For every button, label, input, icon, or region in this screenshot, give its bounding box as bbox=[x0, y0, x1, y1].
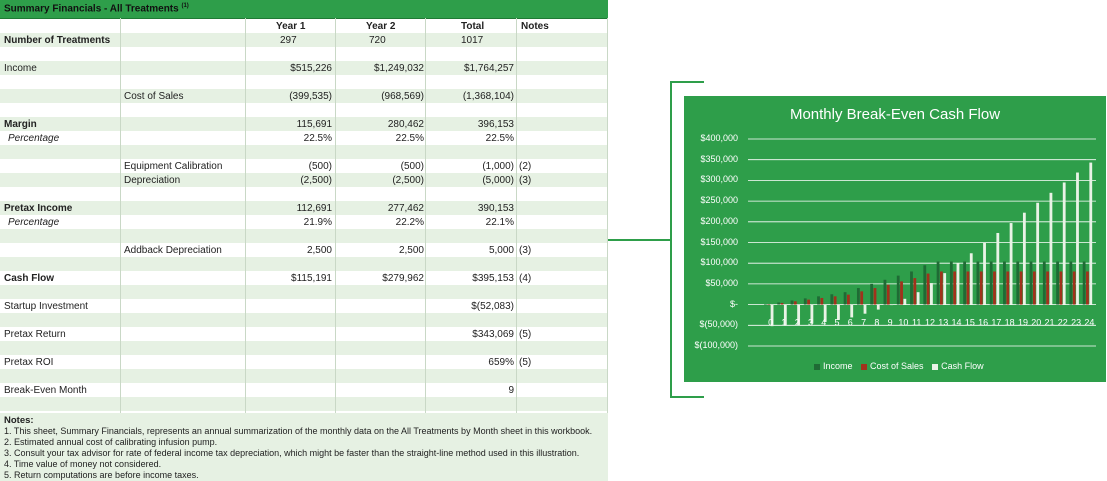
cell-note: (5) bbox=[519, 357, 532, 368]
chart-plot bbox=[684, 96, 1106, 382]
x-tick-label: 22 bbox=[1057, 317, 1068, 328]
cash-flow-chart bbox=[684, 96, 1106, 382]
cell-y1: 22.5% bbox=[303, 133, 332, 144]
note-item: 3. Consult your tax advisor for rate of federal income tax depreciation, which might be faster than the straight-line method used in this illustration. bbox=[4, 448, 580, 458]
bar-cash-flow bbox=[903, 299, 906, 305]
x-tick-label: 16 bbox=[978, 317, 989, 328]
row-label: Pretax Income bbox=[4, 203, 73, 214]
grid-line bbox=[607, 18, 608, 413]
y-tick-label: $350,000 bbox=[700, 153, 738, 164]
cell-note: (3) bbox=[519, 175, 532, 186]
header-total: Total bbox=[461, 21, 485, 32]
y-tick-label: $(50,000) bbox=[699, 319, 738, 330]
legend-cashflow-label: Cash Flow bbox=[941, 361, 984, 371]
chart-legend bbox=[814, 361, 990, 371]
connector-bottom bbox=[670, 396, 704, 398]
cell-total: 396,153 bbox=[477, 119, 514, 130]
bar-cash-flow bbox=[1089, 163, 1092, 305]
grid-line bbox=[516, 18, 517, 413]
y-tick-label: $250,000 bbox=[700, 195, 738, 206]
bar-income bbox=[830, 294, 833, 304]
row-label: Margin bbox=[4, 119, 37, 130]
bar-cash-flow bbox=[864, 305, 867, 314]
connector-bracket bbox=[670, 81, 672, 398]
x-tick-label: 0 bbox=[768, 317, 774, 328]
bar-cost-of-sales bbox=[1086, 271, 1089, 304]
cell-y2: (2,500) bbox=[392, 175, 424, 186]
bar-cost-of-sales bbox=[900, 281, 903, 304]
cell-y2: 720 bbox=[369, 35, 386, 46]
bar-cost-of-sales bbox=[1046, 271, 1049, 304]
bar-cost-of-sales bbox=[940, 271, 943, 304]
bar-cost-of-sales bbox=[927, 274, 930, 305]
bar-cash-flow bbox=[1050, 193, 1053, 305]
cell-y1: 112,691 bbox=[296, 203, 332, 214]
x-tick-label: 21 bbox=[1044, 317, 1055, 328]
bar-cost-of-sales bbox=[847, 295, 850, 305]
sheet-title-text: Summary Financials - All Treatments bbox=[4, 3, 179, 15]
bar-cost-of-sales bbox=[993, 271, 996, 304]
bar-income bbox=[950, 262, 953, 305]
cell-y2: (968,569) bbox=[381, 91, 424, 102]
grid-line bbox=[120, 18, 121, 413]
bar-income bbox=[976, 262, 979, 305]
y-tick-label: $300,000 bbox=[700, 174, 738, 185]
note-item: 5. Return computations are before income taxes. bbox=[4, 470, 199, 480]
cell-y1: $115,191 bbox=[291, 273, 332, 284]
cell-y2: (500) bbox=[400, 161, 424, 172]
bar-cost-of-sales bbox=[781, 303, 784, 305]
cell-total: 390,153 bbox=[477, 203, 514, 214]
x-tick-label: 12 bbox=[924, 317, 936, 328]
cell-note: (3) bbox=[519, 245, 532, 256]
row-label: Cost of Sales bbox=[124, 91, 184, 102]
notes-section bbox=[0, 413, 608, 481]
note-item: 1. This sheet, Summary Financials, represents an annual summarization of the monthly data on the All Treatments by Month sheet in this workbook. bbox=[4, 426, 593, 436]
connector-top bbox=[670, 81, 704, 83]
x-tick-label: 15 bbox=[964, 317, 975, 328]
bar-cost-of-sales bbox=[1020, 271, 1023, 304]
bar-cost-of-sales bbox=[767, 305, 770, 306]
cell-y1: 21.9% bbox=[303, 217, 332, 228]
bar-income bbox=[1016, 262, 1019, 305]
x-tick-label: 2 bbox=[794, 317, 800, 328]
bar-income bbox=[857, 288, 860, 305]
x-tick-label: 5 bbox=[834, 317, 840, 328]
cell-total: 5,000 bbox=[488, 245, 514, 256]
cell-y1: 2,500 bbox=[306, 245, 332, 256]
legend-cost-of-sales bbox=[861, 361, 924, 371]
bar-income bbox=[884, 280, 887, 305]
note-item: 4. Time value of money not considered. bbox=[4, 459, 162, 469]
legend-income bbox=[814, 361, 853, 371]
bar-cost-of-sales bbox=[1033, 271, 1036, 304]
cell-total: 659% bbox=[488, 357, 514, 368]
cell-y2: 277,462 bbox=[387, 203, 424, 214]
row-label: Cash Flow bbox=[4, 273, 55, 284]
x-tick-label: 18 bbox=[1004, 317, 1015, 328]
bar-income bbox=[870, 284, 873, 305]
cell-note: (5) bbox=[519, 329, 532, 340]
bar-cash-flow bbox=[917, 292, 920, 304]
cell-note: (4) bbox=[519, 273, 532, 284]
sheet-title-footnote: (1) bbox=[181, 3, 189, 9]
cell-y1: (500) bbox=[308, 161, 332, 172]
bar-income bbox=[963, 262, 966, 305]
bar-cash-flow bbox=[943, 273, 946, 304]
bar-cost-of-sales bbox=[834, 296, 837, 304]
bar-income bbox=[923, 265, 926, 304]
bar-income bbox=[844, 292, 847, 304]
bar-income bbox=[777, 303, 780, 305]
row-label: Percentage bbox=[8, 133, 60, 144]
cell-total: (5,000) bbox=[482, 175, 514, 186]
bar-income bbox=[1056, 262, 1059, 305]
cell-y2: 280,462 bbox=[387, 119, 424, 130]
x-tick-label: 3 bbox=[807, 317, 813, 328]
x-tick-label: 4 bbox=[821, 317, 827, 328]
x-tick-label: 9 bbox=[887, 317, 893, 328]
bar-income bbox=[1030, 262, 1033, 305]
row-label: Percentage bbox=[8, 217, 60, 228]
bar-cost-of-sales bbox=[860, 291, 863, 304]
bar-cost-of-sales bbox=[1059, 271, 1062, 304]
row-label: Addback Depreciation bbox=[124, 245, 222, 256]
legend-income-label: Income bbox=[823, 361, 853, 371]
y-tick-label: $400,000 bbox=[700, 133, 738, 143]
x-tick-label: 19 bbox=[1017, 317, 1028, 328]
cell-y1: $515,226 bbox=[290, 63, 332, 74]
cell-y1: 297 bbox=[280, 35, 297, 46]
x-tick-label: 10 bbox=[898, 317, 909, 328]
bar-cash-flow bbox=[970, 253, 973, 304]
grid-line bbox=[335, 18, 336, 413]
row-label: Depreciation bbox=[124, 175, 181, 186]
cell-y2: 22.5% bbox=[395, 133, 424, 144]
bar-income bbox=[897, 276, 900, 305]
bar-cash-flow bbox=[1010, 223, 1013, 305]
x-tick-label: 8 bbox=[874, 317, 880, 328]
y-tick-label: $- bbox=[729, 298, 738, 309]
row-label: Number of Treatments bbox=[4, 35, 111, 46]
cell-y1: (2,500) bbox=[300, 175, 332, 186]
bar-cash-flow bbox=[1023, 213, 1026, 305]
x-tick-label: 14 bbox=[951, 317, 962, 328]
x-tick-label: 1 bbox=[781, 317, 787, 328]
row-label: Pretax ROI bbox=[4, 357, 54, 368]
cell-total: 9 bbox=[508, 385, 514, 396]
x-tick-label: 23 bbox=[1071, 317, 1082, 328]
bar-cost-of-sales bbox=[1073, 271, 1076, 304]
y-tick-label: $150,000 bbox=[700, 236, 738, 247]
x-tick-label: 20 bbox=[1031, 317, 1042, 328]
legend-cost-swatch bbox=[861, 364, 867, 370]
x-tick-label: 24 bbox=[1084, 317, 1095, 328]
bar-income bbox=[791, 300, 794, 304]
x-tick-label: 17 bbox=[991, 317, 1002, 328]
bar-income bbox=[1083, 262, 1086, 305]
y-tick-label: $200,000 bbox=[700, 215, 738, 226]
sheet-title-bar bbox=[0, 0, 608, 19]
bar-income bbox=[1043, 262, 1046, 305]
x-tick-label: 6 bbox=[847, 317, 853, 328]
bar-cash-flow bbox=[996, 233, 999, 305]
x-tick-label: 11 bbox=[912, 317, 922, 328]
bar-cash-flow bbox=[983, 243, 986, 305]
bar-income bbox=[804, 298, 807, 304]
header-year1: Year 1 bbox=[276, 21, 306, 32]
cell-total: 1017 bbox=[461, 35, 484, 46]
cell-y2: 22.2% bbox=[395, 217, 424, 228]
bar-income bbox=[1069, 262, 1072, 305]
cell-y2: $279,962 bbox=[382, 273, 424, 284]
note-item: 2. Estimated annual cost of calibrating infusion pump. bbox=[4, 437, 218, 447]
bar-cost-of-sales bbox=[980, 271, 983, 304]
bar-cost-of-sales bbox=[887, 285, 890, 305]
cell-y2: $1,249,032 bbox=[373, 63, 424, 74]
cell-total: 22.5% bbox=[485, 133, 514, 144]
bar-income bbox=[817, 296, 820, 304]
bar-cost-of-sales bbox=[1006, 271, 1009, 304]
notes-heading: Notes: bbox=[4, 415, 34, 426]
row-label: Break-Even Month bbox=[4, 385, 87, 396]
row-label: Income bbox=[4, 63, 37, 74]
legend-income-swatch bbox=[814, 364, 820, 370]
legend-cost-label: Cost of Sales bbox=[870, 361, 924, 371]
row-label: Equipment Calibration bbox=[124, 161, 223, 172]
bar-cash-flow bbox=[1063, 182, 1066, 304]
bar-cash-flow bbox=[877, 305, 880, 310]
bar-income bbox=[937, 262, 940, 305]
bar-income bbox=[990, 262, 993, 305]
y-tick-label: $100,000 bbox=[700, 257, 738, 268]
cell-total: $1,764,257 bbox=[463, 63, 514, 74]
bar-cash-flow bbox=[1036, 203, 1039, 305]
bar-cash-flow bbox=[930, 283, 933, 305]
bar-cost-of-sales bbox=[820, 298, 823, 305]
grid-line bbox=[425, 18, 426, 413]
bar-cost-of-sales bbox=[794, 301, 797, 304]
bar-income bbox=[764, 305, 767, 306]
cell-total: (1,000) bbox=[482, 161, 514, 172]
bar-income bbox=[910, 271, 913, 304]
bar-cash-flow bbox=[957, 263, 960, 304]
cell-y1: (399,535) bbox=[289, 91, 332, 102]
cell-total: 22.1% bbox=[485, 217, 514, 228]
row-label: Startup Investment bbox=[4, 301, 88, 312]
bar-cost-of-sales bbox=[807, 300, 810, 305]
connector-line bbox=[608, 239, 671, 241]
bar-income bbox=[1003, 262, 1006, 305]
sheet-title bbox=[4, 3, 189, 14]
y-tick-label: $50,000 bbox=[705, 277, 738, 288]
legend-cash-flow bbox=[932, 361, 984, 371]
x-tick-label: 13 bbox=[938, 317, 949, 328]
bar-cost-of-sales bbox=[913, 278, 916, 304]
legend-cashflow-swatch bbox=[932, 364, 938, 370]
bar-cash-flow bbox=[1076, 173, 1079, 305]
cell-note: (2) bbox=[519, 161, 532, 172]
bar-cost-of-sales bbox=[874, 288, 877, 305]
grid-line bbox=[245, 18, 246, 413]
cell-total: (1,368,104) bbox=[462, 91, 514, 102]
cell-y1: 115,691 bbox=[296, 119, 332, 130]
x-tick-label: 7 bbox=[861, 317, 867, 328]
row-label: Pretax Return bbox=[4, 329, 66, 340]
cell-total: $395,153 bbox=[472, 273, 514, 284]
bar-cost-of-sales bbox=[953, 271, 956, 304]
header-year2: Year 2 bbox=[366, 21, 396, 32]
cell-total: $(52,083) bbox=[471, 301, 514, 312]
y-tick-label: $(100,000) bbox=[694, 340, 738, 350]
chart-title: Monthly Break-Even Cash Flow bbox=[789, 106, 1001, 123]
cell-total: $343,069 bbox=[472, 329, 514, 340]
bar-cash-flow bbox=[890, 305, 893, 306]
cell-y2: 2,500 bbox=[398, 245, 424, 256]
bar-cost-of-sales bbox=[967, 271, 970, 304]
header-notes: Notes bbox=[521, 21, 549, 32]
bar-cash-flow bbox=[850, 305, 853, 318]
